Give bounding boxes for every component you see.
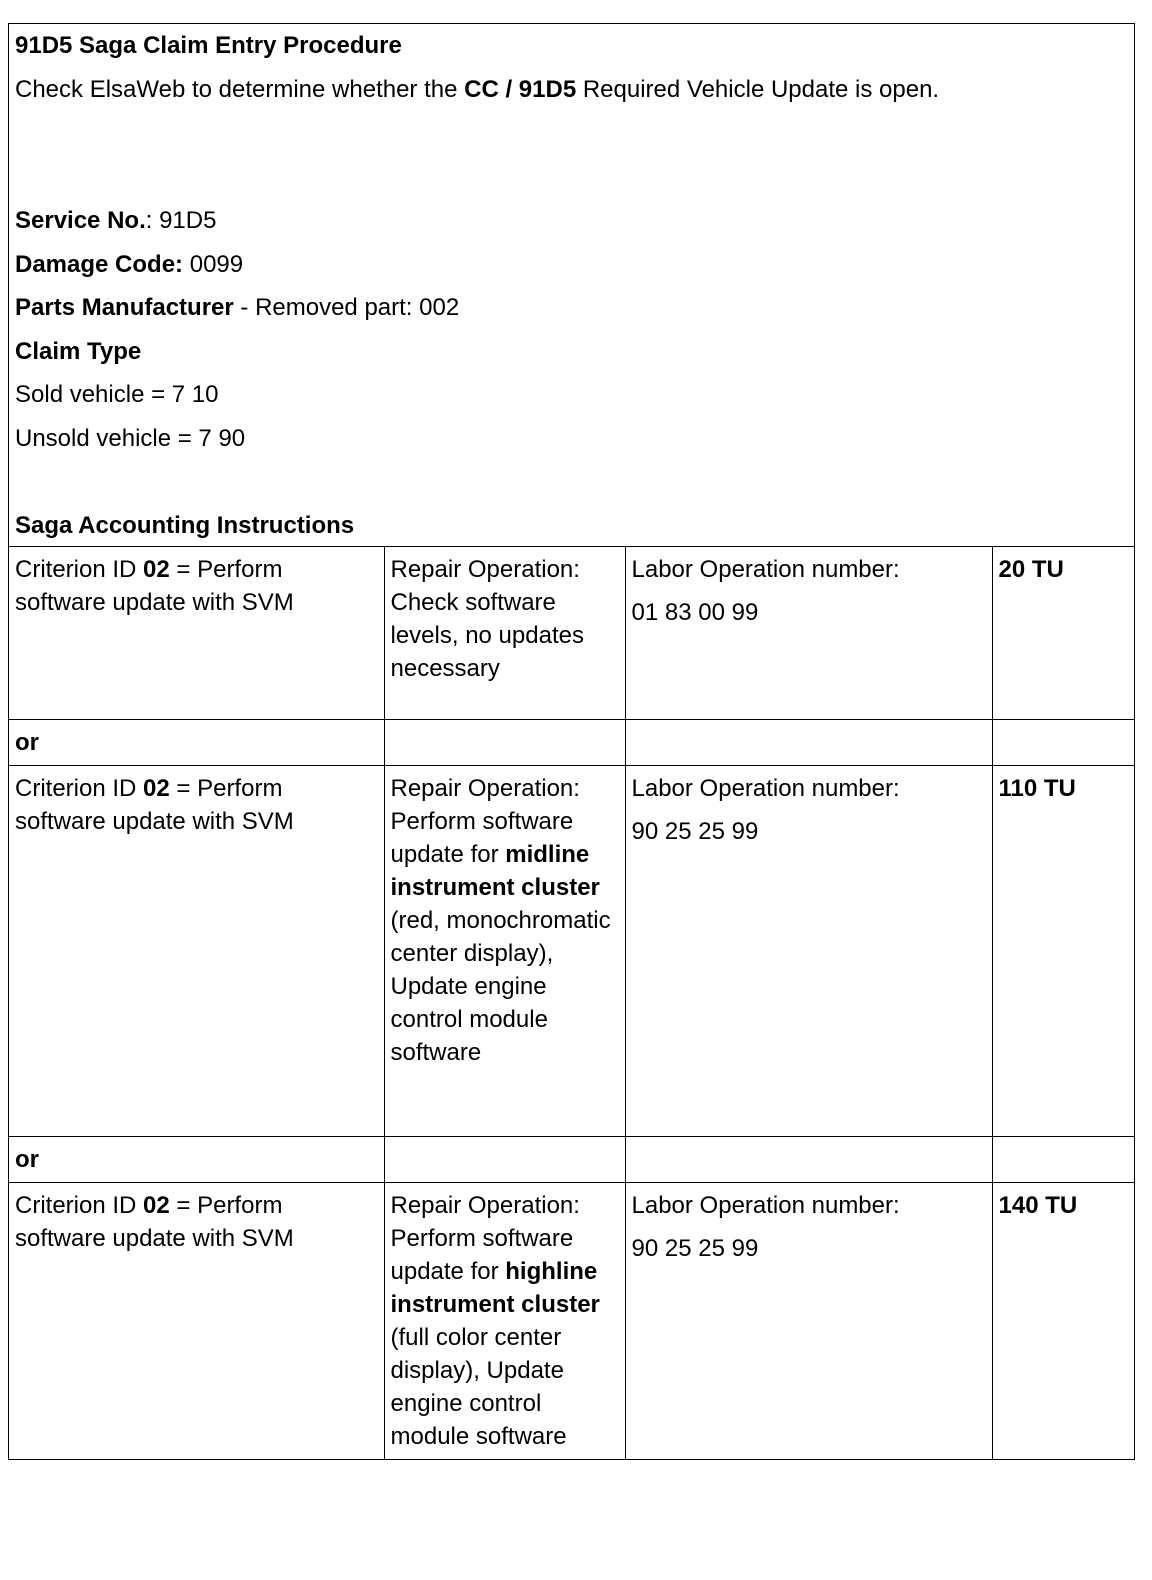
claim-type-unsold: Unsold vehicle = 7 90 bbox=[15, 425, 246, 452]
or-label: or bbox=[9, 719, 384, 765]
criterion-id: 02 bbox=[143, 556, 170, 583]
or-label: or bbox=[9, 1136, 384, 1182]
accounting-heading: Saga Accounting Instructions bbox=[15, 512, 355, 539]
service-number: Service No.: 91D5 bbox=[15, 207, 217, 234]
or-separator-row bbox=[9, 719, 1134, 765]
labor-number: 90 25 25 99 bbox=[631, 1234, 759, 1262]
time-units-cell: 110 TU bbox=[992, 765, 1134, 1136]
criterion-cell: Criterion ID 02 = Perform software update with SVM bbox=[9, 765, 384, 1136]
check-instruction: Check ElsaWeb to determine whether the CC / 91D5 Required Vehicle Update is open. bbox=[15, 76, 940, 103]
repair-operation-cell: Repair Operation: Perform software update for midline instrument cluster (red, monochromatic center display), Update engine control module software bbox=[384, 765, 625, 1136]
empty-cell bbox=[384, 1136, 625, 1182]
labor-operation-cell bbox=[625, 1182, 992, 1459]
labor-label: Labor Operation number: bbox=[631, 556, 900, 583]
criterion-cell: Criterion ID 02 = Perform software update with SVM bbox=[9, 547, 384, 719]
page-title: 91D5 Saga Claim Entry Procedure bbox=[15, 32, 402, 59]
claim-type-heading: Claim Type bbox=[15, 338, 142, 365]
labor-operation-cell bbox=[625, 547, 992, 719]
claim-type-sold: Sold vehicle = 7 10 bbox=[15, 381, 219, 408]
procedure-header bbox=[9, 24, 1134, 547]
time-units-cell: 20 TU bbox=[992, 547, 1134, 719]
table-row bbox=[9, 765, 1134, 1136]
table-row bbox=[9, 1182, 1134, 1459]
damage-code: Damage Code: 0099 bbox=[15, 251, 244, 278]
empty-cell bbox=[625, 1136, 992, 1182]
claim-procedure-document bbox=[8, 23, 1135, 1460]
empty-cell bbox=[625, 719, 992, 765]
criterion-cell: Criterion ID 02 = Perform software update with SVM bbox=[9, 1182, 384, 1459]
accounting-table bbox=[9, 547, 1134, 1459]
labor-label: Labor Operation number: bbox=[631, 774, 900, 802]
repair-operation-cell: Repair Operation: Perform software update for highline instrument cluster (full color center display), Update engine control module software bbox=[384, 1182, 625, 1459]
labor-operation-cell bbox=[625, 765, 992, 1136]
labor-number: 90 25 25 99 bbox=[631, 817, 759, 845]
criterion-id: 02 bbox=[143, 1191, 170, 1219]
empty-cell bbox=[992, 719, 1134, 765]
parts-manufacturer: Parts Manufacturer - Removed part: 002 bbox=[15, 294, 460, 321]
or-separator-row bbox=[9, 1136, 1134, 1182]
empty-cell bbox=[384, 719, 625, 765]
labor-label: Labor Operation number: bbox=[631, 1191, 900, 1219]
criterion-id: 02 bbox=[143, 774, 170, 802]
labor-number: 01 83 00 99 bbox=[631, 599, 759, 626]
empty-cell bbox=[992, 1136, 1134, 1182]
time-units-cell: 140 TU bbox=[992, 1182, 1134, 1459]
table-row bbox=[9, 547, 1134, 719]
repair-operation-cell: Repair Operation: Check software levels, no updates necessary bbox=[384, 547, 625, 719]
